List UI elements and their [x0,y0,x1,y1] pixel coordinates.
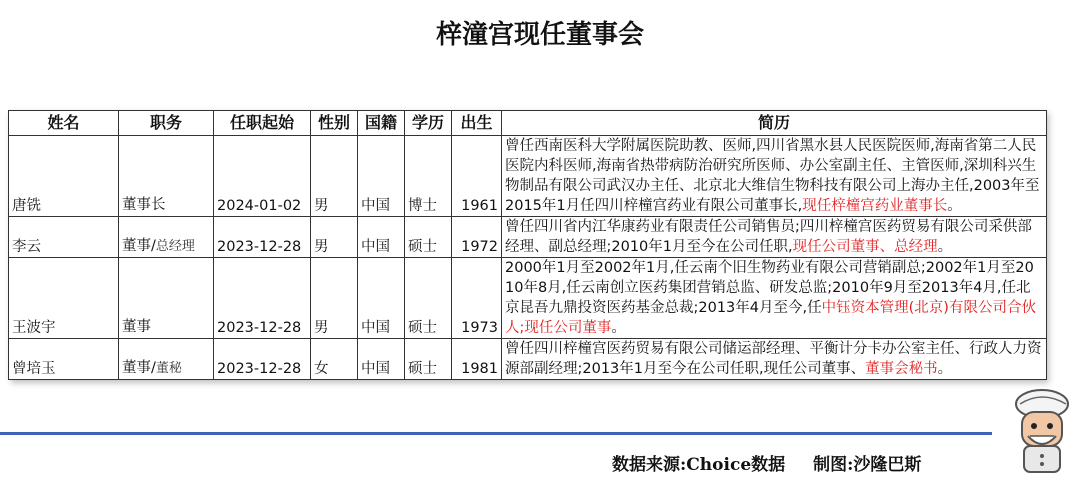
footer-divider [0,432,992,435]
bio-highlight: 中钰资本管理(北京)有限公司合伙人;现任公司董事 [505,300,1036,336]
cell-name: 唐铣 [9,136,119,217]
cell-born: 1981 [452,339,502,380]
cell-start: 2023-12-28 [214,258,311,339]
cell-born: 1973 [452,258,502,339]
page-title: 梓潼宫现任董事会 [435,20,644,50]
bio-end: 。 [611,320,626,336]
bio-end: 。 [947,198,962,214]
cell-gender: 男 [311,217,358,258]
cell-nationality: 中国 [358,217,405,258]
cell-start: 2023-12-28 [214,339,311,380]
bio-highlight: 董事会秘书 [865,361,938,377]
cell-education: 硕士 [405,339,452,380]
role-main: 董事/ [122,360,156,376]
footer [612,450,949,475]
bio-text: 曾任四川省内江华康药业有限责任公司销售员;四川梓橦宫医药贸易有限公司采供部经理、副总经理;2010年1月至今在公司任职, [505,219,1032,255]
header-role: 职务 [119,111,214,136]
cell-gender: 女 [311,339,358,380]
header-gender: 性别 [311,111,358,136]
header-name: 姓名 [9,111,119,136]
cell-role [119,217,214,258]
table-row [9,217,1047,258]
role-main: 董事 [122,319,151,335]
role-sub: 总经理 [155,239,195,254]
bio-highlight: 现任梓橦宫药业董事长 [802,198,948,214]
cell-bio [502,217,1047,258]
cell-start: 2024-01-02 [214,136,311,217]
cell-start: 2023-12-28 [214,217,311,258]
mascot-icon [1008,386,1072,476]
cell-role [119,339,214,380]
role-main: 董事长 [122,197,166,213]
data-source: 数据来源:Choice数据 [612,455,786,475]
bio-text: 2000年1月至2002年1月,任云南个旧生物药业有限公司营销副总;2002年1月至2010年8月,任云南创立医药集团营销总监、研发总监;2010年9月至2013年4月,任北京昆吾九鼎投资医药基金总裁;2013年4月至今,任 [505,260,1034,316]
cell-gender: 男 [311,258,358,339]
cell-nationality: 中国 [358,258,405,339]
bio-highlight: 现任公司董事、总经理 [792,239,938,255]
role-sub: 董秘 [155,361,182,376]
header-bio: 简历 [502,111,1047,136]
table-row [9,339,1047,380]
cell-name: 王波宇 [9,258,119,339]
cell-role [119,136,214,217]
cell-name: 曾培玉 [9,339,119,380]
header-nationality: 国籍 [358,111,405,136]
cell-bio [502,258,1047,339]
cell-nationality: 中国 [358,136,405,217]
chart-credit: 制图:沙隆巴斯 [813,455,922,475]
cell-education: 硕士 [405,217,452,258]
cell-bio [502,339,1047,380]
board-table [8,110,1047,380]
cell-nationality: 中国 [358,339,405,380]
header-education: 学历 [405,111,452,136]
bio-text: 曾任四川梓橦宫医药贸易有限公司储运部经理、平衡计分卡办公室主任、行政人力资源部副经理;2013年1月至今在公司任职,现任公司董事、 [505,341,1042,377]
table-row [9,136,1047,217]
board-table-container [8,110,1046,380]
bio-end: 。 [937,239,953,255]
cell-education: 硕士 [405,258,452,339]
cell-education: 博士 [405,136,452,217]
cell-born: 1972 [452,217,502,258]
bio-end: 。 [937,361,953,377]
header-born: 出生 [452,111,502,136]
cell-bio [502,136,1047,217]
role-main: 董事/ [122,238,156,254]
cell-name: 李云 [9,217,119,258]
cell-role [119,258,214,339]
cell-born: 1961 [452,136,502,217]
table-row [9,258,1047,339]
header-start: 任职起始 [214,111,311,136]
bio-text: 曾任西南医科大学附属医院助教、医师,四川省黑水县人民医院医师,海南省第二人民医院内科医师,海南省热带病防治研究所医师、办公室副主任、主管医师,深圳科兴生物制品有限公司武汉办主任、北京北大维信生物科技有限公司上海办主任,2003年至2015年1月任四川梓橦宫药业有限公司董事长, [505,138,1040,214]
cell-gender: 男 [311,136,358,217]
table-header-row [9,111,1047,136]
